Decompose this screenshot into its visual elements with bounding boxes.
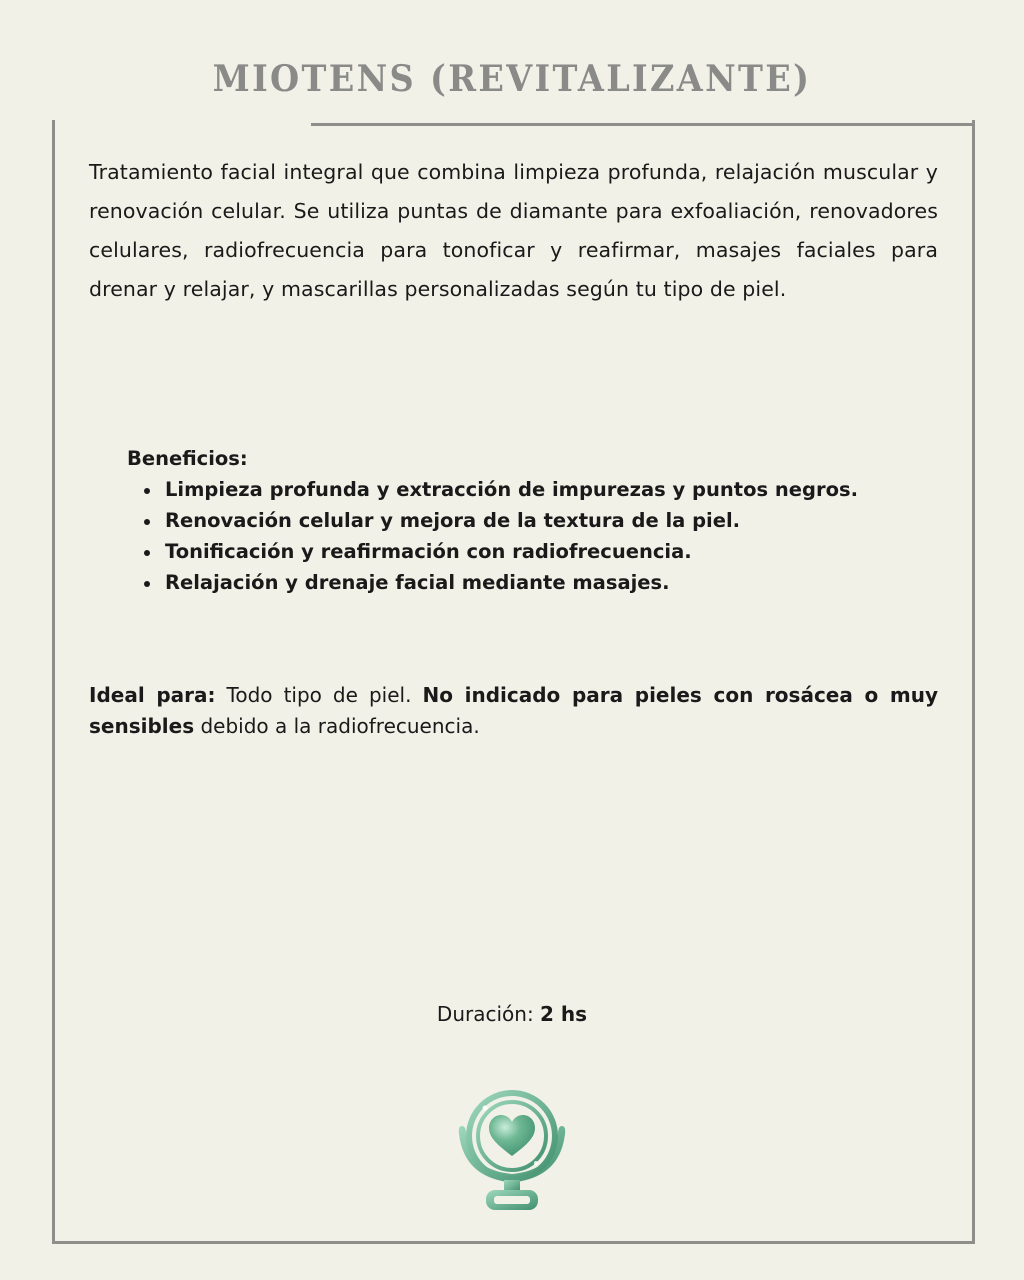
ideal-for-text: Todo tipo de piel. <box>215 683 423 707</box>
intro-paragraph: Tratamiento facial integral que combina limpieza profunda, relajación muscular y renovación celular. Se utiliza puntas de diamante para exfoaliación, renovadores celulares, radiofrecuencia para tonoficar y reafirmar, masajes faciales para drenar y relajar, y mascarillas personalizadas según tu tipo de piel. <box>89 160 938 301</box>
ideal-for-paragraph <box>89 680 938 742</box>
frame-line-right <box>972 120 975 1244</box>
benefit-item: Tonificación y reafirmación con radiofrecuencia. <box>165 536 947 567</box>
benefits-list <box>127 474 947 598</box>
ideal-for-label: Ideal para: <box>89 683 216 707</box>
benefits-section <box>127 443 947 598</box>
page-title: MIOTENS (REVITALIZANTE) <box>212 58 812 100</box>
benefit-item: Renovación celular y mejora de la textura de la piel. <box>165 505 947 536</box>
contraindication-text: No indicado para pieles con rosácea o muy sensibles <box>89 683 939 738</box>
duration-value: 2 hs <box>540 1002 588 1026</box>
frame-line-left <box>52 120 55 1244</box>
benefit-item: Limpieza profunda y extracción de impurezas y puntos negros. <box>165 474 947 505</box>
duration <box>0 998 1024 1030</box>
benefits-heading: Beneficios: <box>127 447 248 470</box>
duration-label: Duración: <box>436 1002 541 1026</box>
frame-line-bottom <box>52 1241 975 1244</box>
benefit-item: Relajación y drenaje facial mediante masajes. <box>165 567 947 598</box>
contraindication-reason: debido a la radiofrecuencia. <box>194 714 480 738</box>
mirror-heart-icon <box>456 1090 568 1214</box>
frame-line-top <box>311 123 975 126</box>
